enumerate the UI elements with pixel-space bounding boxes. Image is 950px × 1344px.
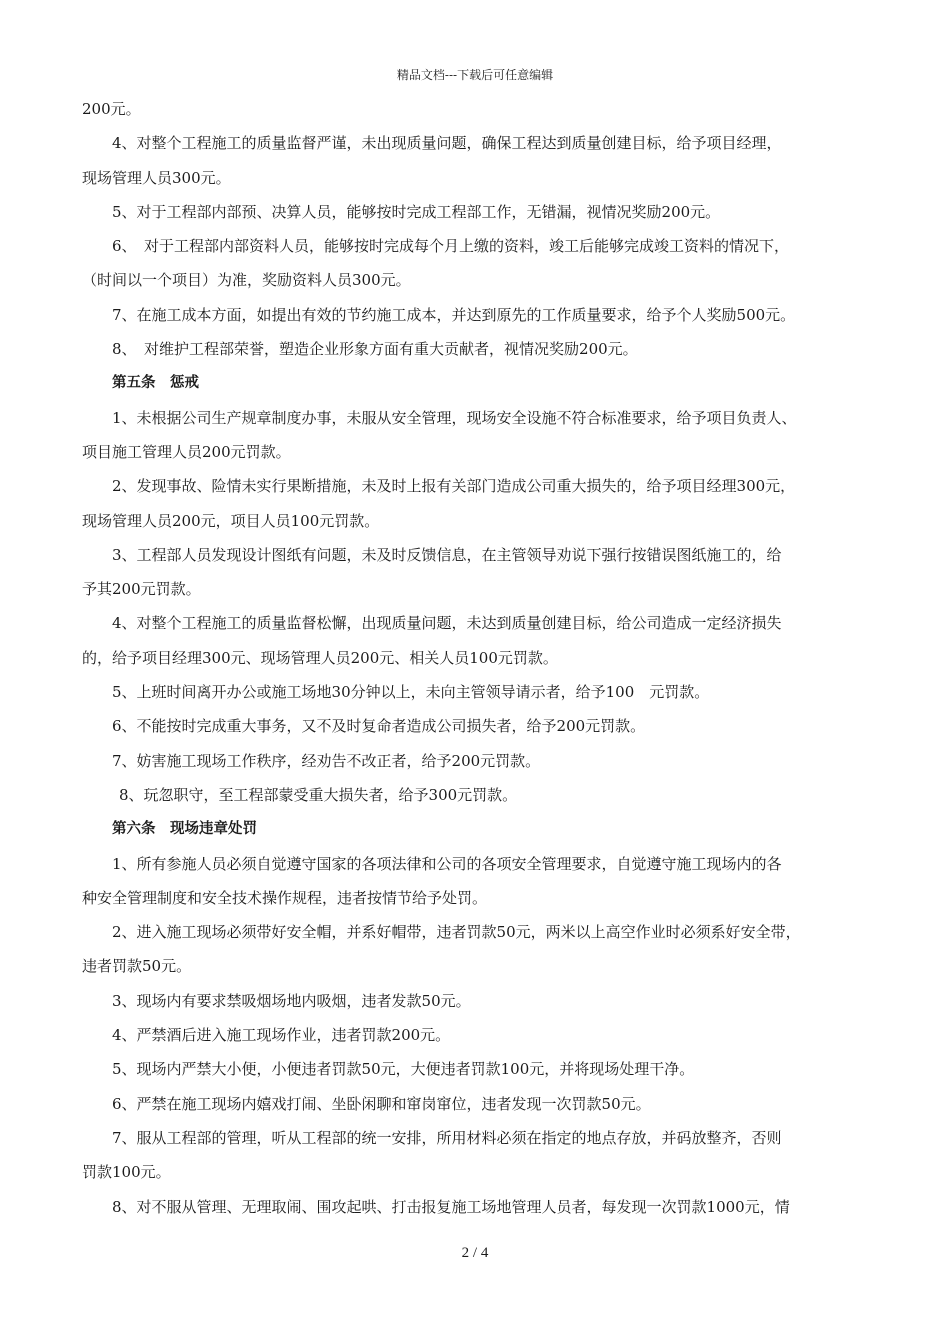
- paragraph-line: 4、严禁酒后进入施工现场作业，违者罚款200元。: [112, 1026, 451, 1045]
- paragraph-line: 种安全管理制度和安全技术操作规程，违者按情节给予处罚。: [82, 888, 488, 907]
- paragraph-line: 罚款100元。: [82, 1163, 171, 1182]
- document-body: [82, 92, 882, 1224]
- paragraph-line: 5、上班时间离开办公或施工场地30分钟以上，未向主管领导请示者，给予100 元罚款。: [112, 683, 710, 702]
- paragraph-line: 的，给予项目经理300元、现场管理人员200元、相关人员100元罚款。: [82, 648, 558, 667]
- paragraph-line: 1、所有参施人员必须自觉遵守国家的各项法律和公司的各项安全管理要求，自觉遵守施工现场内的各: [112, 854, 782, 873]
- paragraph-line: 违者罚款50元。: [82, 957, 192, 976]
- paragraph-line: 6、不能按时完成重大事务，又不及时复命者造成公司损失者，给予200元罚款。: [112, 717, 646, 736]
- paragraph-line: 8、 对维护工程部荣誉，塑造企业形象方面有重大贡献者，视情况奖励200元。: [112, 340, 638, 359]
- paragraph-line: 4、对整个工程施工的质量监督松懈，出现质量问题，未达到质量创建目标，给公司造成一定经济损失: [112, 614, 782, 633]
- paragraph-line: 2、进入施工现场必须带好安全帽，并系好帽带，违者罚款50元，两米以上高空作业时必须系好安全带，: [112, 923, 801, 942]
- paragraph-line: 3、工程部人员发现设计图纸有问题，未及时反馈信息，在主管领导劝说下强行按错误图纸施工的，给: [112, 545, 782, 564]
- paragraph-line: 6、 对于工程部内部资料人员，能够按时完成每个月上缴的资料，竣工后能够完成竣工资料的情况下，: [112, 237, 790, 256]
- paragraph-line: 7、服从工程部的管理，听从工程部的统一安排，所用材料必须在指定的地点存放，并码放整齐，否则: [112, 1128, 782, 1147]
- section-heading-5: 第五条 惩戒: [112, 375, 199, 392]
- paragraph-line: 现场管理人员200元，项目人员100元罚款。: [82, 511, 380, 530]
- paragraph-line: 3、现场内有要求禁吸烟场地内吸烟，违者发款50元。: [112, 991, 471, 1010]
- paragraph-line: 4、对整个工程施工的质量监督严谨，未出现质量问题，确保工程达到质量创建目标，给予项目经理，: [112, 134, 782, 153]
- paragraph-line: 项目施工管理人员200元罚款。: [82, 442, 291, 461]
- paragraph-line: 1、未根据公司生产规章制度办事，未服从安全管理，现场安全设施不符合标准要求，给予项目负责人、: [112, 408, 797, 427]
- paragraph-line: 6、严禁在施工现场内嬉戏打闹、坐卧闲聊和窜岗窜位，违者发现一次罚款50元。: [112, 1094, 651, 1113]
- paragraph-line: 8、玩忽职守，至工程部蒙受重大损失者，给予300元罚款。: [119, 785, 518, 804]
- document-header: 精品文档---下载后可任意编辑: [396, 68, 554, 82]
- paragraph-line: 7、妨害施工现场工作秩序，经劝告不改正者，给予200元罚款。: [112, 751, 541, 770]
- paragraph-line: 200元。: [82, 100, 141, 118]
- section-heading-6: 第六条 现场违章处罚: [112, 821, 257, 838]
- page-number: 2 / 4: [461, 1245, 489, 1261]
- paragraph-line: 5、对于工程部内部预、决算人员，能够按时完成工程部工作，无错漏，视情况奖励200元。: [112, 202, 721, 221]
- paragraph-line: 予其200元罚款。: [82, 580, 201, 599]
- paragraph-line: 8、对不服从管理、无理取闹、围攻起哄、打击报复施工场地管理人员者，每发现一次罚款1000元，情: [112, 1197, 790, 1216]
- paragraph-line: 5、现场内严禁大小便，小便违者罚款50元，大便违者罚款100元，并将现场处理干净。: [112, 1060, 695, 1079]
- paragraph-line: 2、发现事故、险情未实行果断措施，未及时上报有关部门造成公司重大损失的，给予项目经理300元，: [112, 477, 796, 496]
- paragraph-line: （时间以一个项目）为准，奖励资料人员300元。: [82, 271, 411, 290]
- paragraph-line: 现场管理人员300元。: [82, 168, 231, 187]
- paragraph-line: 7、在施工成本方面，如提出有效的节约施工成本，并达到原先的工作质量要求，给予个人奖励500元。: [112, 305, 796, 324]
